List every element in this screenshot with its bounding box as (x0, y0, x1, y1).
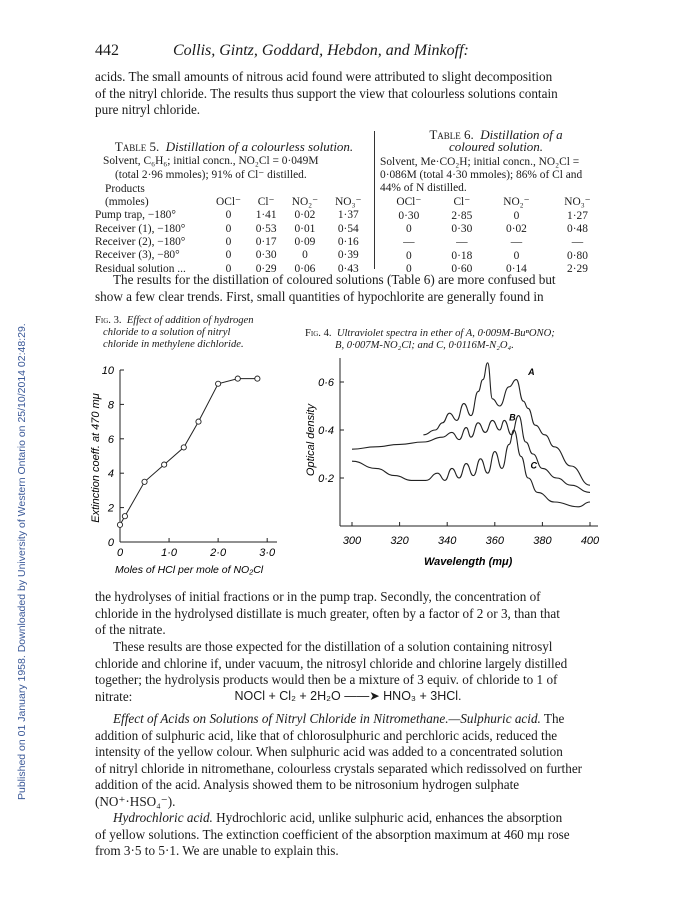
text-line: chloride and chlorine if, under vacuum, the nitrosyl chloride and chlorine largely distilled (95, 655, 568, 671)
text-line: intensity of the yellow colour. When sulphuric acid was added to a concentrated solution (95, 744, 563, 759)
table-6-note: Solvent, Me·CO₂H; initial concn., NO₂Cl = 0·086M (total 4·30 mmoles); 86% of Cl and 44% of N distilled. (380, 155, 583, 195)
table-row: 0 0·60 0·14 2·29 (406, 262, 588, 275)
fig-3-data-point (142, 479, 147, 484)
fig-4-y-tick-label: 0·6 (318, 377, 334, 389)
fig-4-chart (292, 350, 612, 582)
fig-4-series-B-line (352, 416, 590, 493)
fig-4-series-C-line (352, 430, 590, 507)
fig-3-ylabel: Extinction coeff. at 470 mμ (90, 393, 102, 523)
table-header-row: OCl⁻ Cl⁻ NO₂⁻ NO₃⁻ (396, 196, 591, 209)
fig-3-data-point (196, 419, 201, 424)
fig-3-y-tick-label: 2 (107, 502, 114, 515)
reaction-equation: NOCl + Cl₂ + 2H₂O ——➤ HNO₃ + 3HCl. (234, 689, 462, 703)
fig-3-data-point (162, 462, 167, 467)
text-line: (NO⁺·HSO₄⁻). (95, 793, 176, 809)
fig-3-y-tick-label: 6 (107, 433, 114, 446)
fig-3-x-tick-label: 0 (116, 547, 124, 559)
fig-3-data-point (235, 376, 240, 381)
table-5-note: Solvent, C₆H₆; initial concn., NO₂Cl = 0·049M (total 2·96 mmoles); 91% of Cl⁻ distilled. (103, 155, 319, 181)
fig-4-curve-label: A (528, 366, 535, 377)
table-row: — — — — (403, 236, 584, 249)
table-6-grid (380, 196, 608, 276)
text-line: from 3·5 to 5·1. We are unable to explain this. (95, 843, 339, 858)
download-watermark (4, 100, 28, 820)
intro-paragraph (95, 69, 610, 119)
table-row: Residual solution ... 0 0·29 0·06 0·43 (95, 262, 359, 275)
fig-3-chart (85, 345, 290, 585)
text-line: of the nitryl chloride. The results thus support the view that colourless solutions contain (95, 85, 558, 101)
fig-4-x-tick-label: 380 (533, 535, 552, 547)
text-line: pure nitryl chloride. (95, 102, 201, 117)
text-line: of the nitrate. (95, 622, 166, 637)
author-line: Collis, Gintz, Goddard, Hebdon, and Minkoff: (173, 42, 469, 59)
paragraph-5 (95, 810, 610, 860)
section-heading: Effect of Acids on Solutions of Nitryl Chloride in Nitromethane.—Sulphuric acid. (113, 711, 541, 726)
fig-3-data-point (255, 376, 260, 381)
text-line: show a few clear trends. First, small quantities of hypochlorite are generally found in (95, 288, 544, 304)
fig-3-y-tick-label: 0 (107, 537, 114, 549)
text-line: Hydrochloric acid. Hydrochloric acid, unlike sulphuric acid, enhances the absorption (113, 810, 563, 825)
watermark-text: Published on 01 January 1958. Downloaded by University of Western Ontario on 25/10/2014 02:48:29. (16, 323, 28, 800)
table-5 (95, 140, 373, 276)
table-6-subtitle: coloured solution. (448, 139, 544, 155)
text-line: of yellow solutions. The extinction coefficient of the absorption maximum at 460 mμ rose (95, 826, 570, 842)
paragraph-2 (95, 272, 610, 305)
table-row: 0 0·30 0·02 0·48 (406, 223, 588, 236)
table-5-grid (95, 183, 370, 276)
table-header-row: (mmoles) OCl⁻ Cl⁻ NO₂⁻ NO₃⁻ (105, 196, 362, 209)
text-line: chloride in the hydrolysed distillate is much greater, often by a factor of 2 or 3, than that (95, 605, 560, 621)
fig-3-x-tick-label: 2·0 (210, 547, 227, 559)
table-6 (380, 128, 612, 276)
text-line: together; the hydrolysis products would then be a mixture of 3 equiv. of chloride to 1 of (95, 672, 558, 687)
fig-4-x-tick-label: 400 (580, 535, 600, 547)
table-6-title: Table 6. Distillation of a (429, 127, 563, 142)
page-number: 442 (95, 42, 119, 59)
table-5-title: Table 5. Distillation of a colourless solution. (114, 139, 354, 154)
table-row: 0·30 2·85 0 1·27 (398, 209, 588, 222)
text-line: These results are those expected for the distillation of a solution containing nitrosyl (113, 639, 553, 654)
fig-3-y-tick-label: 8 (107, 399, 114, 412)
text-line: nitrate: (95, 688, 133, 704)
text-line: acids. The small amounts of nitrous acid found were attributed to slight decomposition (95, 69, 553, 84)
fig-4-curve-label: B (509, 412, 516, 423)
fig-3-data-point (216, 381, 221, 386)
text-line: addition of the acid. Analysis showed them to be nitrosonium hydrogen sulphate (95, 777, 520, 792)
fig-4-x-tick-label: 300 (342, 535, 362, 547)
text-line: of nitryl chloride in nitromethane, colourless crystals separated which redissolved on further (95, 760, 583, 776)
section-heading: Hydrochloric acid. (113, 810, 213, 825)
fig-3-data-point (122, 514, 127, 519)
fig-4-y-tick-label: 0·4 (318, 425, 334, 437)
body-paragraph (95, 589, 610, 639)
table-row: Receiver (1), −180° 0 0·53 0·01 0·54 (95, 222, 359, 235)
fig-3-x-tick-label: 3·0 (259, 547, 276, 559)
fig-3-y-tick-label: 4 (107, 468, 114, 481)
products-label: Products (105, 182, 145, 195)
fig-4-x-tick-label: 320 (390, 535, 409, 547)
fig-3-xlabel: Moles of HCl per mole of NO₂Cl (115, 564, 264, 576)
table-row: Receiver (2), −180° 0 0·17 0·09 0·16 (95, 236, 359, 249)
fig-4-ylabel: Optical density (305, 403, 317, 477)
paragraph-4 (95, 711, 610, 810)
table-divider (374, 131, 375, 269)
text-line: addition of sulphuric acid, like that of chlorosulphuric and perchloric acids, reduced the (95, 727, 558, 743)
fig-3-y-tick-label: 10 (101, 365, 114, 377)
text-line: Effect of Acids on Solutions of Nitryl Chloride in Nitromethane.—Sulphuric acid. The (113, 711, 565, 726)
text-line: the hydrolyses of initial fractions or in the pump trap. Secondly, the concentration of (95, 589, 541, 604)
fig-3-data-point (181, 445, 186, 450)
fig-4-caption: Fig. 4. Ultraviolet spectra in ether of A, 0·009M-BuⁿONO; B, 0·007M-NO₂Cl; and C, 0·0116M-N₂O₄. (305, 328, 555, 351)
fig-4-xlabel: Wavelength (mμ) (424, 556, 513, 568)
fig-4-x-tick-label: 340 (438, 535, 457, 547)
fig-4-curve-label: C (530, 460, 537, 471)
table-row: 0 0·18 0 0·80 (406, 249, 588, 262)
fig-3-series-line (120, 379, 257, 525)
text-line: The results for the distillation of coloured solutions (Table 6) are more confused but (113, 272, 556, 287)
fig-3-caption: Fig. 3. Effect of addition of hydrogen chloride to a solution of nitryl chloride in methylene dichloride. (95, 315, 254, 350)
table-row: Pump trap, −180° 0 1·41 0·02 1·37 (95, 209, 359, 222)
table-row: Receiver (3), −80° 0 0·30 0 0·39 (95, 249, 359, 262)
fig-4-x-tick-label: 360 (485, 535, 504, 547)
fig-4-y-tick-label: 0·2 (318, 473, 334, 485)
fig-3-data-point (117, 522, 122, 527)
fig-3-x-tick-label: 1·0 (161, 547, 178, 559)
